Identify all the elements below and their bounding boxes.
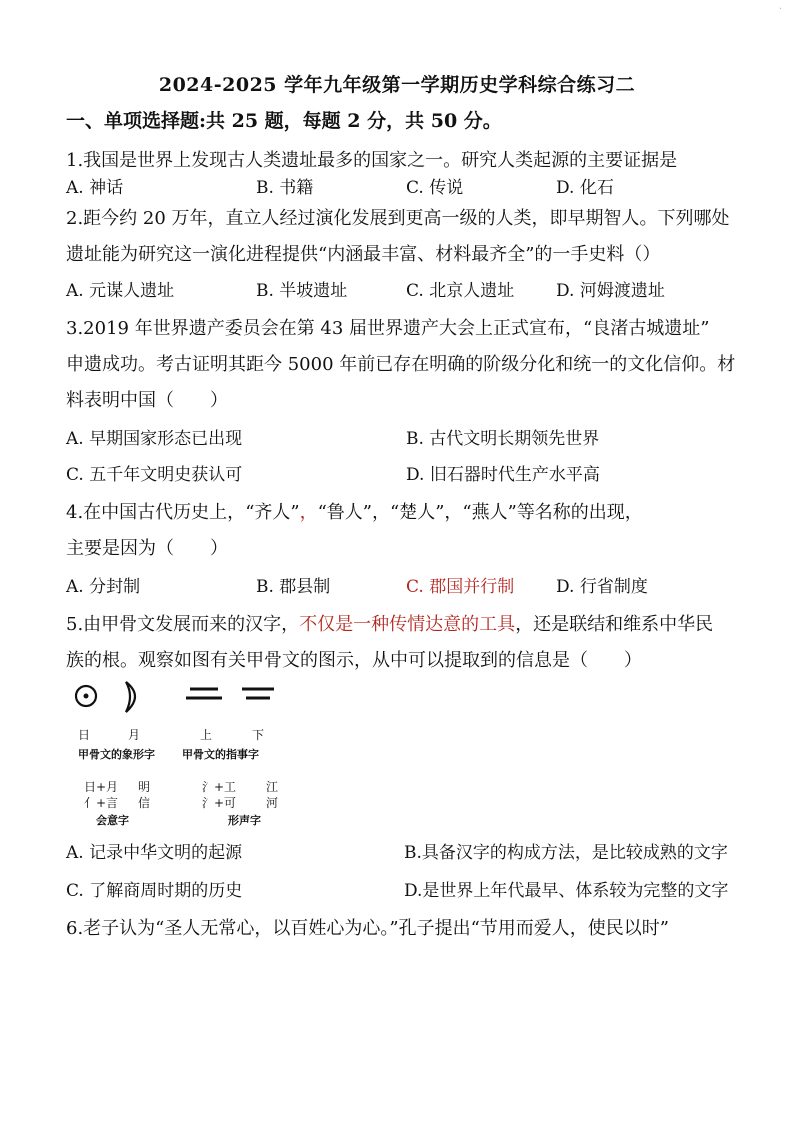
q3-stem-line2: 申遗成功。考古证明其距今 5000 年前已存在明确的阶级分化和统一的文化信仰。材 xyxy=(66,354,736,375)
q3-stem-line1: 3.2019 年世界遗产委员会在第 43 届世界遗产大会上正式宣布，“良渚古城遗址” xyxy=(66,318,710,339)
q4-quote-chu: “楚人” xyxy=(390,502,445,523)
q3-option-d: D. 旧石器时代生产水平高 xyxy=(406,465,600,485)
q2-option-b: B. 半坡遗址 xyxy=(256,281,348,301)
xingsheng-result-2: 河 xyxy=(266,796,279,810)
q2-option-c: C. 北京人遗址 xyxy=(406,281,515,301)
q4-option-c: C. 郡国并行制 xyxy=(406,577,515,597)
caption-indicative: 甲骨文的指事字 xyxy=(182,748,259,761)
q4-option-a: A. 分封制 xyxy=(66,577,141,597)
q5-stem-pre: 5.由甲骨文发展而来的汉字， xyxy=(66,614,300,635)
label-xia: 下 xyxy=(252,728,265,742)
q4-comma-3: ， xyxy=(444,502,463,523)
q4-quote-yan: “燕人” xyxy=(462,502,517,523)
q1-option-d: D. 化石 xyxy=(556,178,614,198)
q6-stem-line1: 6.老子认为“圣人无常心，以百姓心为心。”孔子提出“节用而爱人，使民以时” xyxy=(66,918,669,939)
q5-stem-highlight: 不仅是一种传情达意的工具 xyxy=(299,614,516,635)
oracle-glyphs xyxy=(70,678,310,718)
glyph-moon-icon xyxy=(126,682,135,712)
glyph-sun-icon xyxy=(76,686,96,706)
huiyi-result-2: 信 xyxy=(138,796,151,810)
huiyi-result-1: 明 xyxy=(138,780,151,794)
q4-stem-line2: 主要是因为（ ） xyxy=(66,538,228,559)
huiyi-formula-1: 日+月 xyxy=(84,780,119,794)
glyph-up-icon xyxy=(186,689,222,698)
q4-comma-2: ， xyxy=(372,502,390,523)
q5-stem-line1 xyxy=(66,610,713,636)
q5-stem-line2: 族的根。观察如图有关甲骨文的图示，从中可以提取到的信息是（ ） xyxy=(66,650,642,671)
caption-pictograph: 甲骨文的象形字 xyxy=(78,748,155,761)
q2-stem-line2: 遗址能为研究这一演化进程提供“内涵最丰富、材料最齐全”的一手史料（） xyxy=(66,244,661,265)
q5-option-c: C. 了解商周时期的历史 xyxy=(66,881,243,901)
caption-xingsheng: 形声字 xyxy=(228,814,261,827)
q4-stem-number: 4.在中国古代历史上， xyxy=(66,502,246,523)
caption-huiyi: 会意字 xyxy=(96,814,129,827)
q5-option-d: D.是世界上年代最早、体系较为完整的文字 xyxy=(404,881,729,901)
xingsheng-formula-2: 氵+可 xyxy=(202,796,237,810)
q3-stem-line3: 料表明中国（ ） xyxy=(66,390,228,411)
q3-option-b: B. 古代文明长期领先世界 xyxy=(406,429,600,449)
xingsheng-result-1: 江 xyxy=(266,780,279,794)
glyph-down-icon xyxy=(242,689,274,698)
q5-stem-post: ，还是联结和维系中华民 xyxy=(515,614,714,635)
q4-stem-line1 xyxy=(66,498,643,524)
q4-option-d: D. 行省制度 xyxy=(556,577,648,597)
huiyi-formula-2: 亻+言 xyxy=(84,796,119,810)
q5-option-a: A. 记录中华文明的起源 xyxy=(66,843,243,863)
q1-option-b: B. 书籍 xyxy=(256,178,314,198)
q2-option-a: A. 元谋人遗址 xyxy=(66,281,175,301)
page-title: 2024-2025 学年九年级第一学期历史学科综合练习二 xyxy=(158,74,636,96)
q4-quote-qi: “齐人” xyxy=(245,502,300,523)
label-yue: 月 xyxy=(128,728,141,742)
q4-option-b: B. 郡县制 xyxy=(256,577,331,597)
q4-stem-tail: 等名称的出现， xyxy=(516,502,643,523)
xingsheng-formula-1: 氵+工 xyxy=(202,780,237,794)
q1-option-c: C. 传说 xyxy=(406,178,464,198)
label-shang: 上 xyxy=(200,728,213,742)
q3-option-a: A. 早期国家形态已出现 xyxy=(66,429,243,449)
q2-option-d: D. 河姆渡遗址 xyxy=(556,281,665,301)
q4-quote-lu: “鲁人” xyxy=(317,502,372,523)
corner-mark: · xyxy=(778,4,782,15)
label-ri: 日 xyxy=(78,728,91,742)
q3-option-c: C. 五千年文明史获认可 xyxy=(66,465,243,485)
section-heading: 一、单项选择题:共 25 题，每题 2 分，共 50 分。 xyxy=(66,110,502,132)
q4-comma-1: ， xyxy=(299,502,318,523)
oracle-bone-figure xyxy=(70,678,310,828)
q1-stem: 1.我国是世界上发现古人类遗址最多的国家之一。研究人类起源的主要证据是 xyxy=(66,150,678,171)
q5-option-b: B.具备汉字的构成方法，是比较成熟的文字 xyxy=(404,843,728,863)
q1-option-a: A. 神话 xyxy=(66,178,124,198)
q2-stem-line1: 2.距今约 20 万年，直立人经过演化发展到更高一级的人类，即早期智人。下列哪处 xyxy=(66,208,730,229)
